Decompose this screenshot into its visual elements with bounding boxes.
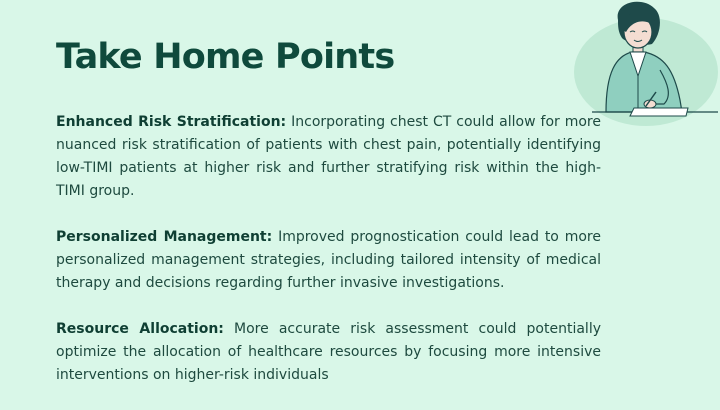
point-risk-stratification xyxy=(56,111,601,203)
point-heading: Resource Allocation: xyxy=(56,321,224,337)
person-writing-illustration xyxy=(568,0,720,128)
take-home-points-list xyxy=(56,111,601,410)
point-resource-allocation xyxy=(56,318,601,387)
point-text: Incorporating chest CT could allow for more nuanced risk stratification of patients with chest pain, potentially identifying low-TIMI patients at higher risk and further stratifying risk within the high-TIMI group. xyxy=(56,114,601,199)
slide-title: Take Home Points xyxy=(56,37,395,77)
point-personalized-management xyxy=(56,226,601,295)
point-heading: Personalized Management: xyxy=(56,229,273,245)
point-text: More accurate risk assessment could potentially optimize the allocation of healthcare resources by focusing more intensive interventions on higher-risk individuals xyxy=(56,321,601,383)
point-text: Improved prognostication could lead to more personalized management strategies, including tailored intensity of medical therapy and decisions regarding further invasive investigations. xyxy=(56,229,601,291)
point-heading: Enhanced Risk Stratification: xyxy=(56,114,287,130)
